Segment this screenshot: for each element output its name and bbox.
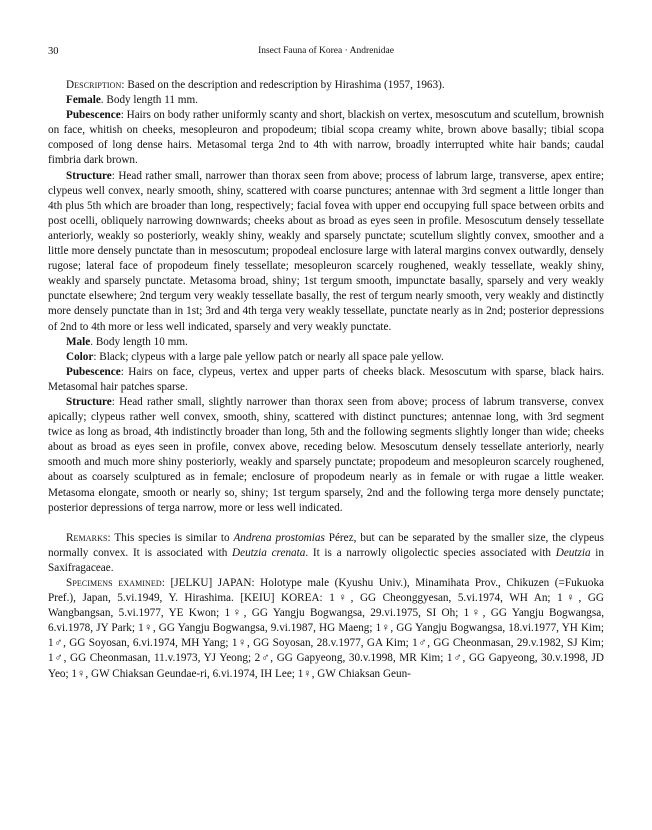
running-title: Insect Fauna of Korea · Andrenidae	[258, 46, 394, 56]
male-pubescence-label: Pubescence	[66, 365, 121, 378]
male-color-paragraph	[48, 350, 604, 365]
female-structure-paragraph	[48, 169, 604, 335]
male-text: . Body length 10 mm.	[90, 335, 188, 348]
page-header	[48, 44, 604, 58]
female-label: Female	[66, 94, 101, 107]
remarks-text-3: . It is a narrowly oligolectic species associated with	[305, 546, 556, 559]
description-text: Based on the description and redescription by Hirashima (1957, 1963).	[124, 79, 445, 91]
male-pubescence-paragraph	[48, 365, 604, 395]
male-structure-label: Structure	[66, 395, 112, 408]
male-color-label: Color	[66, 350, 94, 363]
female-pubescence-label: Pubescence	[66, 109, 121, 122]
remarks-label: Remarks:	[66, 531, 111, 544]
remarks-text-4: in Saxifragaceae.	[48, 546, 605, 574]
specimens-label: Specimens examined:	[66, 577, 165, 589]
body-text	[48, 78, 604, 682]
male-paragraph	[48, 335, 604, 350]
female-text: . Body length 11 mm.	[100, 94, 198, 107]
female-structure-label: Structure	[66, 169, 112, 182]
male-structure-text: : Head rather small, slightly narrower than thorax seen from above; process of labrum transverse, convex apically; clypeus rather well convex, smooth, shiny, scattered with distinct punctures; antennae long, with 3rd segment twice as long as broad, 4th indistinctly broader than long, 5th and the following segments slightly longer than wide; cheeks about as broad as eyes seen in profile, convex above, receding below. Mesoscutum densely tessellate anteriorly, nearly smooth and much more shiny posteriorly, weakly and sparsely punctate; propodeum and mesopleuron scarcely roughened, about as coarsely sculptured as in female; enclosure of propodeum nearly as in female or with rugae a little weaker. Metasoma elongate, smooth or nearly so, shiny; 1st tergum sparsely, 2nd and the following terga more densely punctate; posterior depressions of terga narrow, more or less well indicated.	[48, 395, 604, 514]
male-structure-paragraph	[48, 395, 604, 516]
description-paragraph	[48, 78, 604, 93]
female-structure-text: : Head rather small, narrower than thorax seen from above; process of labrum large, transverse, apex entire; clypeus well convex, nearly smooth, shiny, scattered with coarse punctures; antennae with 3rd segment a little longer than 4th plus 5th which are broader than long, respectively; facial fovea with upper end occupying full space between orbits and post ocelli, obliquely narrowing downwards; cheeks about as broad as eyes seen in profile. Mesoscutum densely tessellate anteriorly, weakly so posteriorly, weakly shiny, weakly and sparsely punctate; scutellum slightly convex, smoother and a little more densely punctate than in mesoscutum; propodeal enclosure large with lateral margins convex outwardly, densely rugose; lateral face of propodeum finely tessellate; mesopleuron scarcely roughened, weakly tessellate, weakly shiny, weakly and sparsely punctate. Metasoma broad, shiny; 1st tergum smooth, impunctate basally, sparsely and very weakly punctate elsewhere; 2nd tergum very weakly tessellate basally, the rest of tergum nearly smooth, very weakly and distinctly more densely punctate than in 1st; 3rd and 4th terga very weakly tessellate, punctate nearly as in 2nd; posterior depressions of 2nd to 4th more or less well indicated, sparsely and very weakly punctate.	[48, 169, 604, 333]
female-paragraph	[48, 93, 604, 108]
page-number: 30	[48, 46, 59, 57]
remarks-text-1: This species is similar to	[110, 531, 234, 544]
description-label: Description:	[66, 79, 125, 91]
remarks-species-3: Deutzia	[555, 546, 591, 559]
male-color-text: : Black; clypeus with a large pale yellow patch or nearly all space pale yellow.	[93, 350, 444, 363]
female-pubescence-paragraph	[48, 108, 604, 168]
female-pubescence-text: : Hairs on body rather uniformly scanty and short, blackish on vertex, mesoscutum and scutellum, brownish on face, whitish on cheeks, mesopleuron and propodeum; tibial scopa creamy white, brown above basally; tibial scopa composed of long dense hairs. Metasomal terga 2nd to 4th with narrow, broadly interrupted white hair bands; caudal fimbria dark brown.	[48, 109, 604, 167]
male-pubescence-text: : Hairs on face, clypeus, vertex and upper parts of cheeks black. Mesoscutum with sparse, black hairs. Metasomal hair patches sparse.	[48, 365, 604, 393]
male-label: Male	[66, 335, 91, 348]
remarks-species-2: Deutzia crenata	[232, 546, 306, 559]
specimens-text: [JELKU] JAPAN: Holotype male (Kyushu Univ.), Minamihata Prov., Chikuzen (=Fukuoka Pref.), Japan, 5.vi.1949, Y. Hirashima. [KEIU] KOREA: 1♀, GG Cheonggyesan, 5.vi.1974, WH An; 1♀, GG Wangbangsan, 5.vi.1977, YE Kwon; 1♀, GG Yangju Bogwangsa, 29.vi.1975, SI Oh; 1♀, GG Yangju Bogwangsa, 6.vi.1978, JY Park; 1♀, GG Yangju Bogwangsa, 9.vi.1987, HG Maeng; 1♀, GG Yangju Bogwangsa, 18.vi.1977, YH Kim; 1♂, GG Soyosan, 6.vi.1974, MH Yang; 1♀, GG Soyosan, 28.v.1977, GA Kim; 1♂, GG Cheonmasan, 29.v.1982, SJ Kim; 1♂, GG Cheonmasan, 11.v.1973, YJ Yeong; 2♂, GG Gapyeong, 30.v.1998, MR Kim; 1♂, GG Gapyeong, 30.v.1998, JD Yeo; 1♀, GW Chiaksan Geundae-ri, 6.vi.1974, IH Lee; 1♀, GW Chiaksan Geun-	[48, 577, 604, 680]
remarks-paragraph	[48, 531, 604, 576]
remarks-species-1: Andrena prostomias	[233, 531, 325, 544]
remarks-text-2: Pérez, but can be separated by the smaller size, the clypeus normally convex. It is associated with	[48, 531, 605, 559]
specimens-paragraph	[48, 576, 604, 682]
